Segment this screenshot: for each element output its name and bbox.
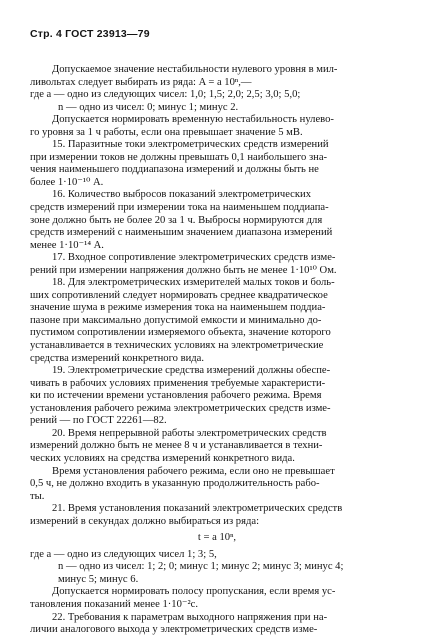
text-line: ты. xyxy=(30,490,45,502)
text-line: измерений должно быть не менее 8 ч и устанавливается в техни- xyxy=(30,440,323,452)
text-line: менее 1·10⁻¹⁴ А. xyxy=(30,239,104,251)
formula-time-series: t = a 10ⁿ, xyxy=(197,532,237,544)
text-line: личии аналогового выхода у электрометрических средств изме- xyxy=(30,624,318,636)
text-line: пустимом сопротивлении измеряемого объекта, значение которого xyxy=(30,327,331,339)
text-line: 17. Входное сопротивление электрометрических средств изме- xyxy=(52,252,336,264)
text-line: средства измерений конкретного вида. xyxy=(30,352,205,364)
text-line: чивать в рабочих условиях применения требуемые характеристи- xyxy=(30,377,326,389)
text-line: средств измерений при измерении тока на наименьшем поддиапа- xyxy=(30,202,329,214)
text-line: Допускается нормировать полосу пропускания, если время ус- xyxy=(52,586,336,598)
text-line: где a — одно из следующих чисел: 1,0; 1,5; 2,0; 2,5; 3,0; 5,0; xyxy=(30,89,301,101)
text-line: зоне должно быть не более 20 за 1 ч. Выбросы нормируются для xyxy=(30,214,323,226)
text-line: средств измерений с наименьшим значением диапазона измерений xyxy=(30,227,333,239)
text-line: Допускается нормировать временную нестабильность нулево- xyxy=(52,114,334,126)
text-line: ших сопротивлений следует нормировать среднее квадратическое xyxy=(30,289,328,301)
text-line: измерений в секундах должно выбираться из ряда: xyxy=(30,515,260,527)
text-line: го уровня за 1 ч работы, если она превышает значение 5 мВ. xyxy=(30,126,303,138)
text-line: n — одно из чисел: 1; 2; 0; минус 1; минус 2; минус 3; минус 4; xyxy=(58,561,344,573)
text-line: ки по истечении времени установления рабочего режима. Время xyxy=(30,390,322,402)
text-line: 22. Требования к параметрам выходного напряжения при на- xyxy=(52,611,328,623)
text-line: минус 5; минус 6. xyxy=(58,573,139,585)
text-line: при измерении токов не должны превышать 0,1 наибольшего зна- xyxy=(30,151,328,163)
text-line: 18. Для электрометрических измерителей малых токов и боль- xyxy=(52,277,335,289)
text-line: n — одно из чисел: 0; минус 1; минус 2. xyxy=(58,101,239,113)
text-line: чения наименьшего поддиапазона измерений и должны быть не xyxy=(30,164,319,176)
text-line: устанавливается в технических условиях на электрометрические xyxy=(30,340,324,352)
text-line: 21. Время установления показаний электрометрических средств xyxy=(52,503,343,515)
text-line: 15. Паразитные токи электрометрических средств измерений xyxy=(52,139,329,151)
text-line: установления рабочего режима электрометрических средств изме- xyxy=(30,402,331,414)
text-line: рений при измерении напряжения должно быть не менее 1·10¹⁰ Ом. xyxy=(30,264,337,276)
text-line: где a — одно из следующих чисел 1; 3; 5, xyxy=(30,548,217,560)
text-line: Время установления рабочего режима, если оно не превышает xyxy=(52,465,335,477)
text-line: тановления показаний менее 1·10⁻²с. xyxy=(30,598,198,610)
page-header: Стр. 4 ГОСТ 23913—79 xyxy=(30,28,150,40)
document-body xyxy=(30,64,404,637)
text-line: пазоне при максимально допустимой емкости и минимально до- xyxy=(30,314,322,326)
text-block-tail xyxy=(30,549,404,637)
text-line: более 1·10⁻¹⁰ А. xyxy=(30,176,104,188)
text-line: значение шума в режиме измерения тока на наименьшем поддиа- xyxy=(30,302,326,314)
text-block-main xyxy=(30,64,404,528)
text-line: рений — по ГОСТ 22261—82. xyxy=(30,415,167,427)
text-line: 19. Электрометрические средства измерений должны обеспе- xyxy=(52,365,331,377)
text-line: ческих условиях на средства измерений конкретного вида. xyxy=(30,452,295,464)
text-line: Допускаемое значение нестабильности нулевого уровня в мил- xyxy=(52,64,338,75)
text-line: 16. Количество выбросов показаний электрометрических xyxy=(52,189,311,201)
text-line: 20. Время непрерывной работы электрометрических средств xyxy=(52,427,327,439)
text-line: 0,5 ч, не должно входить в указанную продолжительность рабо- xyxy=(30,478,320,490)
text-line: ливольтах следует выбирать из ряда: A = a 10ⁿ,— xyxy=(30,76,252,88)
